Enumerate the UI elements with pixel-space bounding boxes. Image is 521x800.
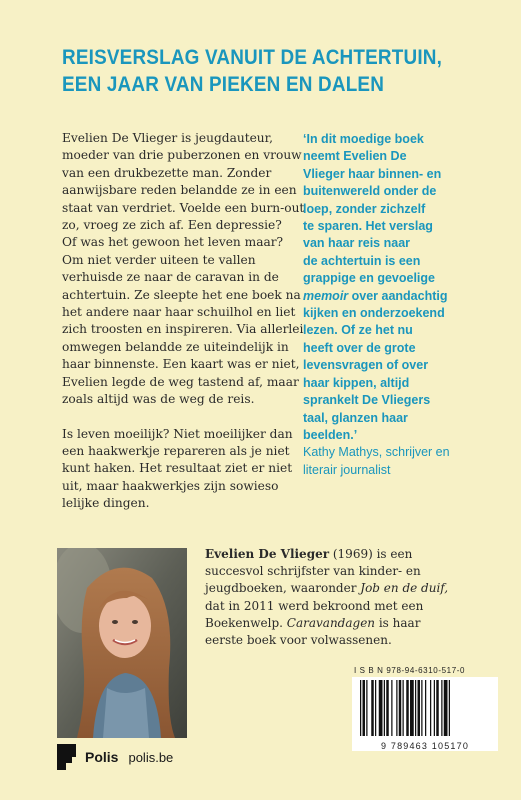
quote-memoir-word: memoir [303,288,349,303]
quote-line: beelden.’ [303,427,358,442]
blurb-line: uit, maar haakwerkjes zijn sowieso [62,478,279,493]
blurb-line: moeder van drie puberzonen en vrouw [62,148,302,163]
bio-book-title-1: Job en de duif, [360,581,449,596]
blurb-line: Om niet verder uiteen te vallen [62,252,256,267]
author-bio [205,546,505,649]
blurb-paragraph-1 [62,130,312,409]
blurb-line: kunt haken. Het resultaat ziet er niet [62,461,293,476]
quote-author-line-1: Kathy Mathys, schrijver en [303,445,450,460]
quote-line: de achtertuin is een [303,253,421,268]
isbn-barcode [352,666,506,766]
barcode-bar [384,680,385,736]
blurb-line: staat van verdriet. Voelde een burn-out [62,200,305,215]
review-quote [303,131,518,479]
barcode-bar [360,680,361,736]
blurb-line: het andere naar haar schuilhol en liet [62,305,296,320]
headline-line-1: REISVERSLAG VANUIT DE ACHTERTUIN, [62,45,443,69]
barcode-digits: 9 789463 105170 [352,741,498,751]
barcode-bar [371,680,374,736]
back-cover-headline [62,44,449,98]
barcode-bar [399,680,402,736]
barcode-bar [403,680,404,736]
barcode-bar [391,680,392,736]
barcode-bar [375,680,376,736]
quote-line: buitenwereld onder de [303,184,437,199]
quote-line: taal, glanzen haar [303,410,408,425]
quote-text-continued [303,305,518,444]
blurb-line: van een drukbezette man. Zonder [62,165,272,180]
barcode-bar [444,680,448,736]
barcode-icon [352,677,498,739]
barcode-bar [436,680,439,736]
quote-text [303,131,518,288]
barcode-bar [415,680,416,736]
barcode-bar [366,680,367,736]
blurb-line: achtertuin. Ze sleepte het ene boek na [62,287,301,302]
barcode-bar [406,680,409,736]
isbn-label: I S B N 978-94-6310-517-0 [354,666,466,675]
publisher-website: polis.be [128,749,174,765]
author-portrait-image [57,548,187,738]
blurb-line: Is leven moeilijk? Niet moeilijker dan [62,426,293,441]
quote-line: neemt Evelien De [303,149,407,164]
quote-line: sprankelt De Vliegers [303,393,431,408]
bio-line-4: dat in 2011 werd bekroond met een [205,598,424,613]
quote-line: grappige en gevoelige [303,271,435,286]
quote-line: ‘In dit moedige boek [303,132,424,146]
blurb-line: zoals altijd was de weg de reis. [62,392,255,407]
quote-memoir-line [303,288,518,305]
blurb-line: haar binnenste. Een kaart was er niet, [62,357,300,372]
blurb-line: een haakwerkje repareren als je niet [62,443,290,458]
quote-line: Vlieger haar binnen- en [303,166,442,181]
bio-author-name: Evelien De Vlieger [205,547,330,561]
barcode-bar [418,680,421,736]
barcode-bar [421,680,422,736]
blurb-line: zich troosten en inspireren. Via allerlei [62,322,304,337]
blurb-line: zo, vroeg ze zich af. Een depressie? [62,218,282,233]
headline-line-2: EEN JAAR VAN PIEKEN EN DALEN [62,72,385,96]
barcode-area [352,677,498,751]
blurb-line: Evelien legde de weg tastend af, maar [62,374,299,389]
publisher-logo [57,742,173,772]
quote-line: lezen. Of ze het nu [303,323,413,338]
blurb-line: aanwijsbare reden belandde ze in een [62,183,297,198]
bio-line-6: eerste boek voor volwassenen. [205,633,392,648]
bio-line-5-end: is haar [375,615,421,630]
barcode-bar [425,680,426,736]
barcode-bar [396,680,397,736]
polis-logo-icon [57,744,79,770]
blurb-line: lelijke dingen. [62,496,150,511]
barcode-bar [379,680,383,736]
blurb-text [62,130,312,530]
quote-line: loep, zonder zichzelf [303,201,426,216]
barcode-bar [449,680,450,736]
quote-line: te sparen. Het verslag [303,219,433,234]
quote-line: levensvragen of over [303,358,429,373]
barcode-bar [410,680,414,736]
bio-book-title-2: Caravandagen [286,615,376,630]
quote-author-line-2: literair journalist [303,462,391,477]
barcode-bar [363,680,366,736]
quote-line: kijken en onderzoekend [303,306,445,321]
quote-line: van haar reis naar [303,236,411,251]
bio-line-3: jeugdboeken, waaronder [205,581,361,596]
blurb-line: Evelien De Vlieger is jeugdauteur, [62,131,274,145]
bio-line-2: succesvol schrijfster van kinder- en [205,564,421,579]
blurb-paragraph-2 [62,426,312,513]
blurb-line: omwegen belandde ze uiteindelijk in [62,339,289,354]
quote-memoir-rest: over aandachtig [348,288,448,303]
blurb-line: Of was het gewoon het leven maar? [62,235,284,250]
barcode-bar [430,680,431,736]
quote-line: haar kippen, altijd [303,375,410,390]
bio-line-5: Boekenwelp. [205,615,287,630]
barcode-bar [441,680,442,736]
quote-author [303,444,518,479]
barcode-bar [386,680,389,736]
author-photo [57,548,187,738]
barcode-bar [434,680,435,736]
quote-line: heeft over de grote [303,340,416,355]
blurb-line: verhuisde ze naar de caravan in de [62,270,279,285]
bio-birth-year: (1969) is een [329,547,413,561]
publisher-name: Polis [85,749,119,765]
